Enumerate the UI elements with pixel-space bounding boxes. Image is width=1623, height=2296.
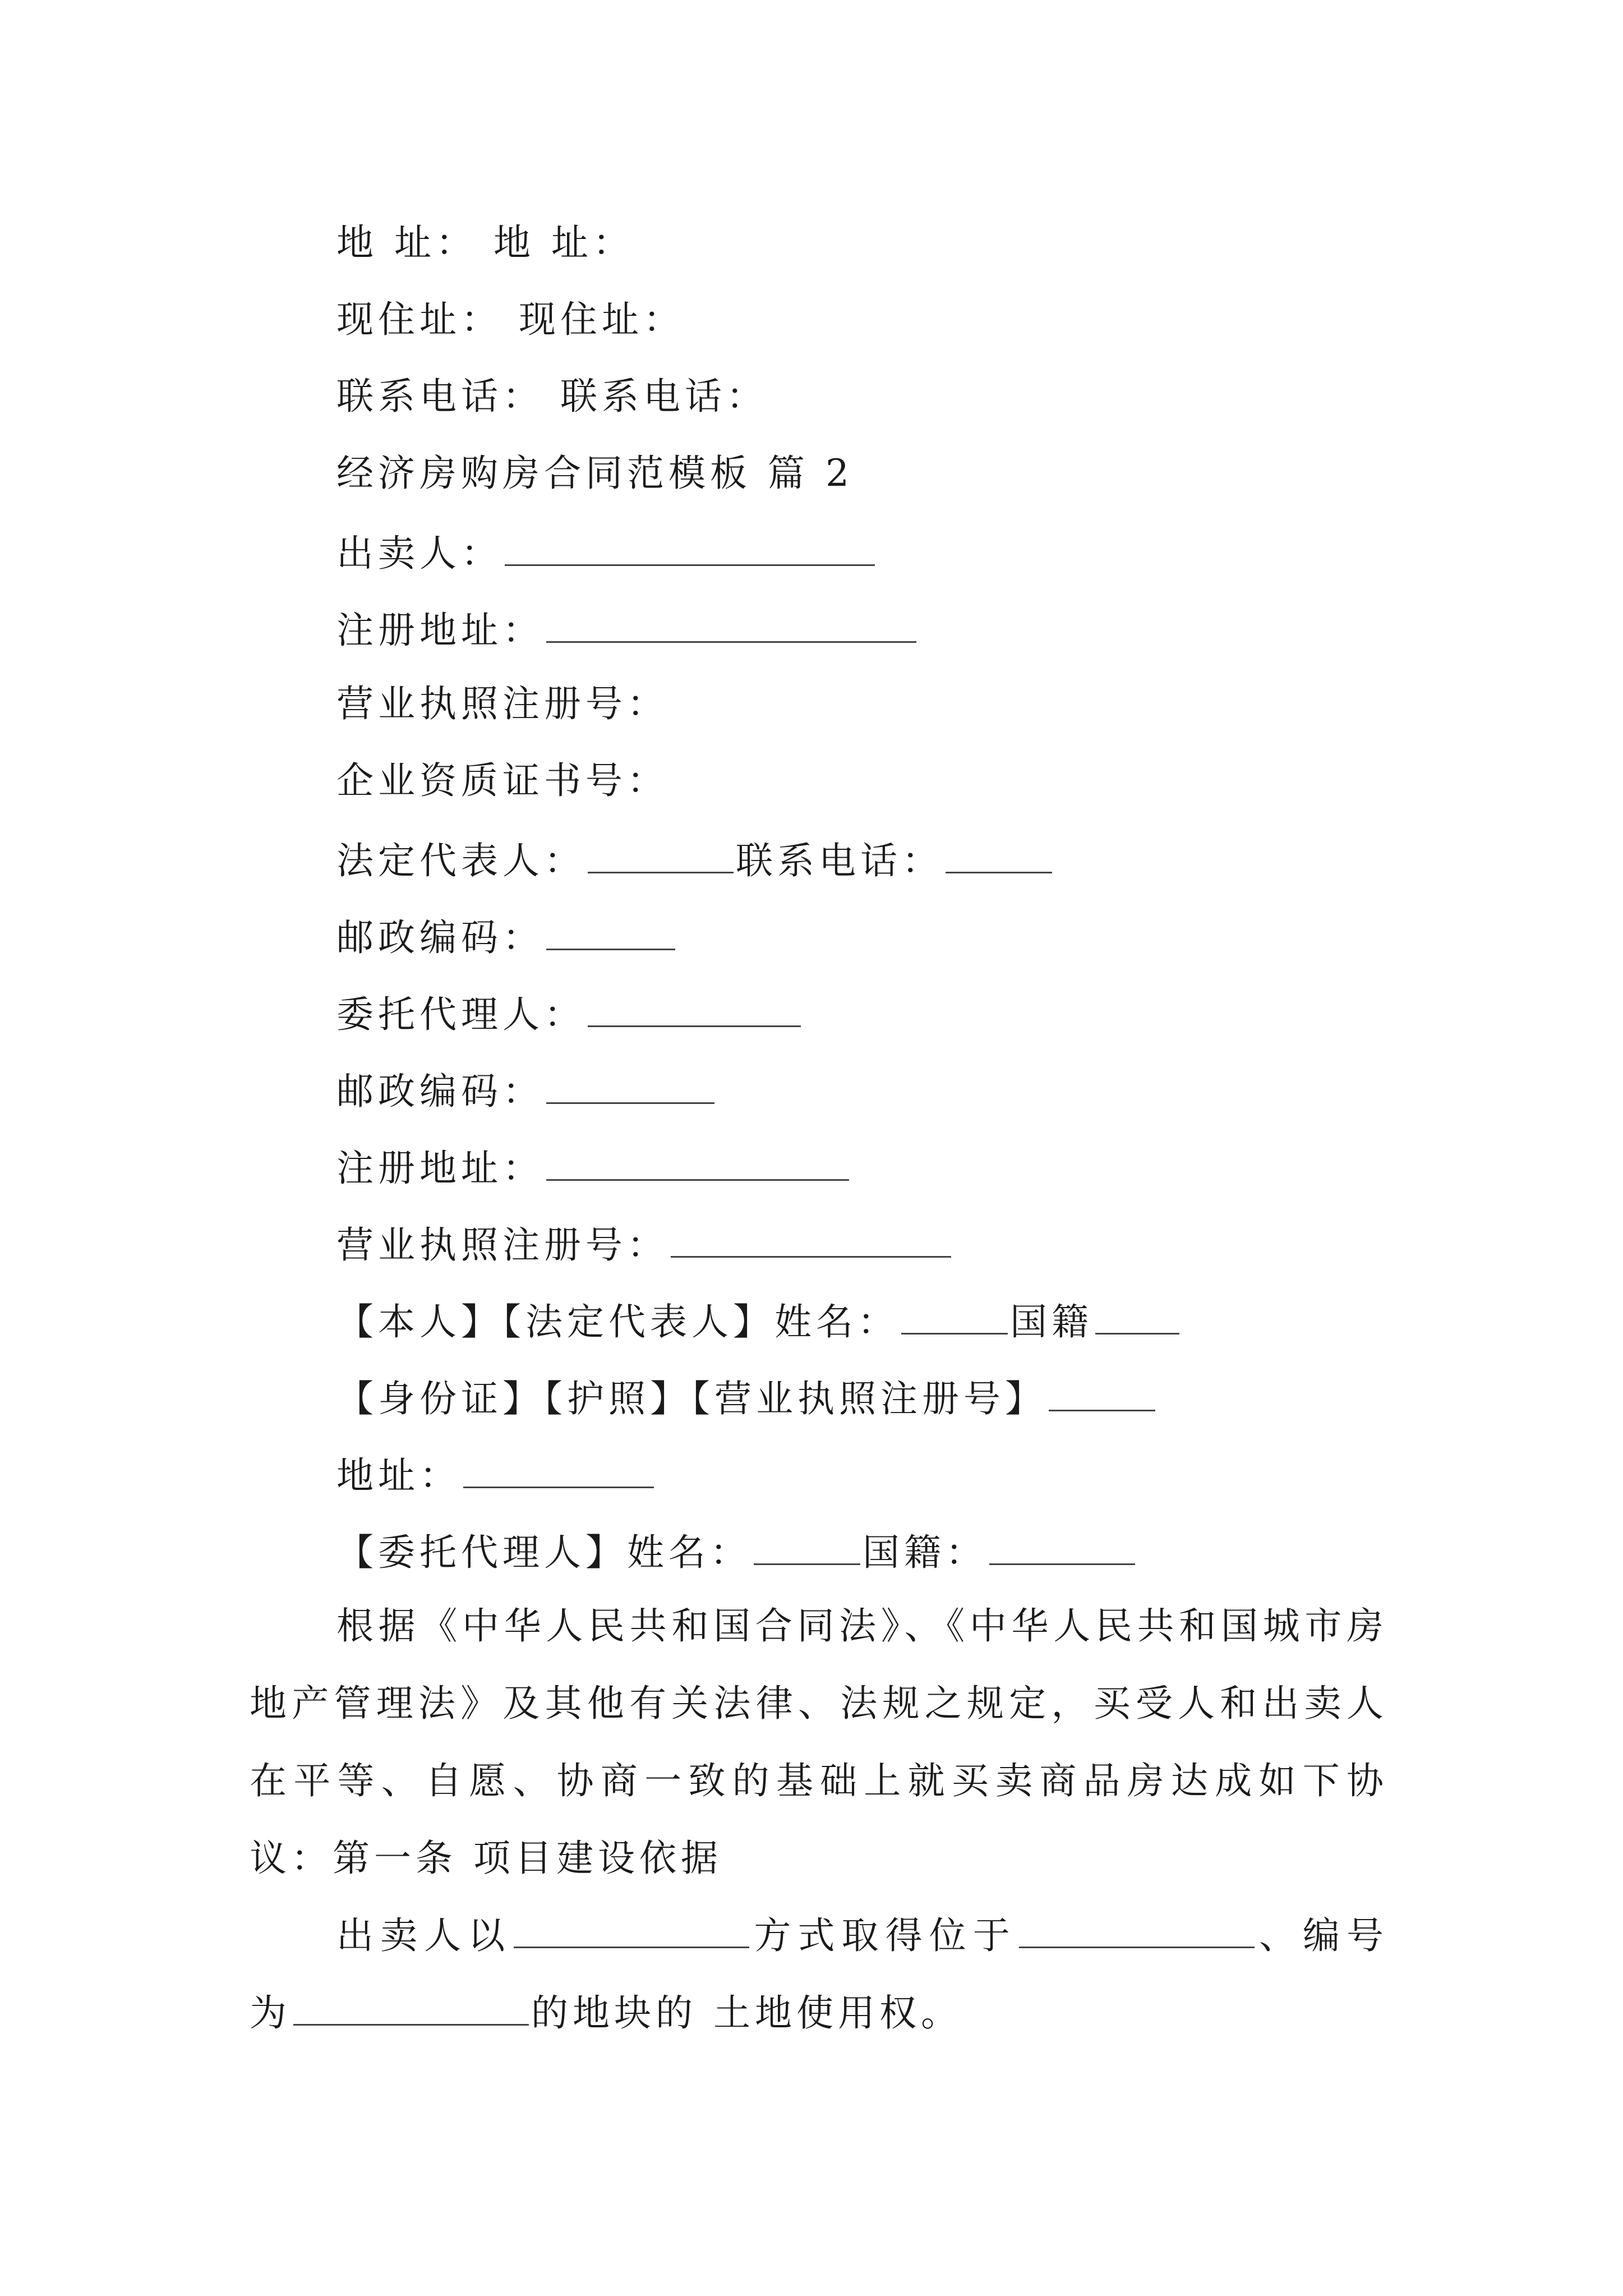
phone-text: 联系电话： 联系电话： [336, 375, 768, 418]
agent-name-blank [754, 1531, 860, 1565]
phone-line [336, 375, 768, 418]
agent-line [336, 993, 803, 1036]
qualification-line [336, 759, 668, 802]
land-location-blank [1019, 1914, 1255, 1948]
postal-code-line [336, 916, 677, 959]
addr-label: 地址： [336, 1454, 461, 1497]
reg-address-blank [546, 609, 916, 643]
addr-blank [463, 1454, 654, 1488]
agent-label: 委托代理人： [336, 993, 585, 1036]
reg-address2-label: 注册地址： [336, 1147, 544, 1190]
postal-code2-blank [546, 1070, 714, 1104]
self-rep-label: 【本人】【法定代表人】姓名： [336, 1300, 899, 1343]
self-rep-name-blank [901, 1300, 1008, 1335]
land-use-part2: 方式取得位于 [751, 1914, 1017, 1957]
postal-code-label: 邮政编码： [336, 916, 544, 959]
business-license2-line [336, 1223, 953, 1267]
legal-rep-phone-blank [946, 839, 1052, 873]
seller-blank [505, 532, 875, 566]
paragraph-legal-basis [250, 1588, 1388, 1897]
self-rep-line [336, 1300, 1182, 1341]
current-address-line [336, 298, 685, 341]
reg-address-line [336, 609, 919, 652]
agent-blank [588, 993, 801, 1027]
nationality-label: 国籍 [1010, 1300, 1093, 1343]
legal-rep-label: 法定代表人： [336, 839, 585, 882]
legal-rep-phone-label: 联系电话： [736, 839, 943, 882]
address-line [336, 221, 634, 264]
postal-code-blank [546, 916, 675, 950]
agent-nationality-blank [989, 1531, 1135, 1565]
business-license2-label: 营业执照注册号： [336, 1223, 668, 1267]
land-use-part3: 、编号为 [250, 1914, 1389, 2035]
paragraph-legal-basis-text: 根据《中华人民共和国合同法》、《中华人民共和国城市房地产管理法》及其他有关法律、法规之规定，买受人和出卖人在平等、自愿、协商一致的基础上就买卖商品房达成如下协议：第一条 项目建设依据 [250, 1604, 1388, 1880]
land-use-part4: 的地块的 土地使用权。 [531, 1991, 962, 2035]
legal-rep-line [336, 839, 1054, 880]
postal-code2-label: 邮政编码： [336, 1070, 544, 1113]
land-method-blank [514, 1914, 749, 1948]
seller-label: 出卖人： [336, 532, 502, 575]
reg-address2-line [336, 1147, 851, 1190]
land-use-part1: 出卖人以 [336, 1914, 512, 1957]
seller-line [336, 532, 877, 575]
qualification-label: 企业资质证书号： [336, 759, 668, 802]
business-license-line [336, 682, 668, 725]
land-number-blank [293, 1991, 529, 2026]
paragraph-land-use [250, 1897, 1388, 2052]
address-text: 地 址： 地 址： [336, 221, 634, 264]
postal-code2-line [336, 1070, 717, 1113]
agent-name-line [336, 1531, 1137, 1574]
reg-address-label: 注册地址： [336, 609, 544, 652]
id-line [336, 1377, 1158, 1418]
reg-address2-blank [546, 1147, 849, 1181]
agent-nationality-label: 国籍： [863, 1531, 987, 1574]
section-title [336, 452, 854, 495]
business-license-label: 营业执照注册号： [336, 682, 668, 725]
legal-rep-blank [588, 839, 734, 873]
addr-line [336, 1454, 656, 1497]
business-license2-blank [671, 1223, 951, 1258]
current-address-text: 现住址： 现住址： [336, 298, 685, 341]
id-blank [1049, 1377, 1155, 1411]
id-label: 【身份证】【护照】【营业执照注册号】 [336, 1377, 1046, 1420]
nationality-blank [1095, 1300, 1179, 1335]
section-title-text: 经济房购房合同范模板 篇 2 [336, 452, 854, 495]
agent-name-label: 【委托代理人】姓名： [336, 1531, 751, 1574]
